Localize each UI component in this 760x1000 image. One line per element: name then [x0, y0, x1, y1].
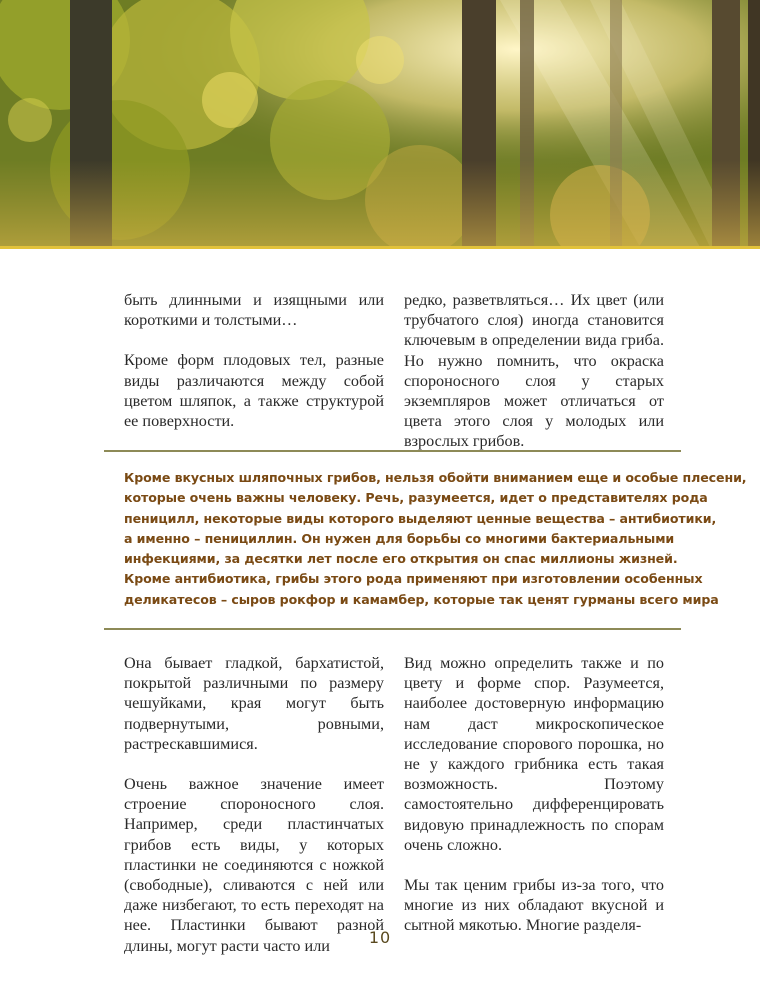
- paragraph: быть длинными и изящными или короткими и толстыми…: [124, 291, 384, 330]
- divider-top: [104, 450, 681, 452]
- top-right-column: [404, 290, 664, 452]
- forest-photo: [0, 0, 760, 247]
- bottom-right-column: [404, 653, 664, 936]
- paragraph: Мы так ценим грибы из-за того, что многие из них обладают вкусной и сытной мякотью. Многие разделя-: [404, 876, 664, 935]
- paragraph: Она бывает гладкой, бархатистой, покрытой различными по размеру чешуйками, края могут быть подвернутыми, ровными, растрескавшимися.: [124, 654, 384, 753]
- callout-line: Кроме вкусных шляпочных грибов, нельзя обойти вниманием еще и особые плесени,: [124, 470, 747, 485]
- callout-line: Кроме антибиотика, грибы этого рода применяют при изготовлении особенных: [124, 571, 703, 587]
- top-left-column: [124, 290, 384, 431]
- callout-line: а именно – пенициллин. Он нужен для борьбы со многими бактериальными: [124, 530, 675, 546]
- bottom-left-column: [124, 653, 384, 956]
- divider-bottom: [104, 628, 681, 630]
- page-number: 10: [368, 928, 392, 947]
- callout-line: инфекциями, за десятки лет после его открытия он спас миллионы жизней.: [124, 551, 678, 567]
- paragraph: Кроме форм плодовых тел, разные виды различаются между собой цветом шляпок, а также структурой ее поверхности.: [124, 351, 384, 431]
- callout-box: [124, 468, 747, 610]
- paragraph: Очень важное значение имеет строение спороносного слоя. Например, среди пластинчатых грибов есть виды, у которых пластинки не соединяются с ножкой (свободные), сливаются с ней или даже низбегают, то есть переходят на нее. Пластинки бывают разной длины, могут расти часто или: [124, 775, 384, 955]
- photo-bottom-rule: [0, 246, 760, 249]
- forest-illustration: [0, 0, 760, 247]
- callout-line: пеницилл, некоторые виды которого выделяют ценные вещества – антибиотики,: [124, 510, 717, 526]
- paragraph: редко, разветвляться… Их цвет (или трубчатого слоя) иногда становится ключевым в определении вида гриба. Но нужно помнить, что окраска спороносного слоя у старых экземпляров может отличаться от цвета этого слоя у молодых или взрослых грибов.: [404, 291, 664, 451]
- callout-line: деликатесов – сыров рокфор и камамбер, которые так ценят гурманы всего мира: [124, 591, 719, 607]
- paragraph: Вид можно определить также и по цвету и форме спор. Разумеется, наиболее достоверную информацию нам даст микроскопическое исследование спорового порошка, но не у каждого грибника есть такая возможность. Поэтому самостоятельно дифференцировать видовую принадлежность по спорам очень сложно.: [404, 654, 664, 854]
- callout-line: которые очень важны человеку. Речь, разумеется, идет о представителях рода: [124, 490, 708, 506]
